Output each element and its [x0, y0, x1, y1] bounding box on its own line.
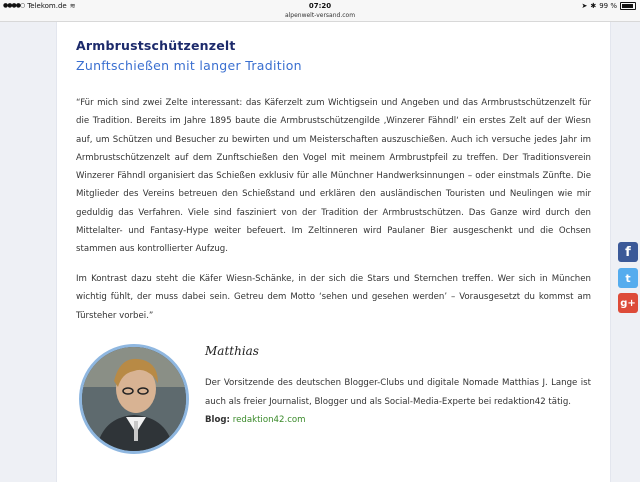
blog-label: Blog:	[205, 415, 230, 425]
author-avatar	[79, 344, 189, 454]
wifi-icon: ≋	[69, 2, 76, 10]
battery-percent: 99 %	[599, 2, 617, 10]
battery-icon	[620, 2, 636, 10]
googleplus-icon: g+	[620, 297, 636, 309]
status-right	[581, 0, 636, 12]
bluetooth-icon: ✱	[590, 2, 597, 10]
twitter-icon: t	[625, 271, 631, 285]
article-container	[56, 22, 611, 482]
twitter-share-button[interactable]	[618, 268, 638, 288]
location-icon: ➤	[581, 2, 588, 10]
status-bar	[0, 0, 640, 12]
facebook-icon: f	[625, 244, 631, 260]
googleplus-share-button[interactable]	[618, 293, 638, 313]
author-name: Matthias	[205, 344, 259, 358]
article-paragraph-1: “Für mich sind zwei Zelte interessant: das Käferzelt zum Wichtigsein und Angeben und das Armbrustschützenzelt für die Tradition. Bereits im Jahre 1895 baute die Armbrustschützengilde ‚Winzerer Fähndl‘ ein erstes Zelt auf der Wiesn auf, um Schützen und Besucher zu bewirten und um Meisterschaften auszuschießen. Auch ich versuche jedes Jahr im Armbrustschützenzelt auf dem Zunftschießen den Vogel mit meinem Armbrustpfeil zu treffen. Der Traditionsverein Winzerer Fähndl organisiert das Schießen exklusiv für alle Münchner Handwerksinnungen – oder einstmals Zünfte. Die Mitglieder des Vereins betreuen den Schießstand und erklären den ausländischen Touristen und Neulingen wie mir geduldig das Verfahren. Viele sind fasziniert von der Tradition der Armbrustschützen. Das Ganze wird durch den Mittelalter- und Fantasy-Hype weiter befeuert. Im Zeltinneren wird Paulaner Bier ausgeschenkt und die Ochsen stammen aus kontrollierter Aufzug.	[76, 98, 591, 255]
author-bio: Der Vorsitzende des deutschen Blogger-Clubs und digitale Nomade Matthias J. Lange ist auch als freier Journalist, Blogger und als Social-Media-Experte bei redaktion42 tätig.	[205, 378, 591, 407]
address-bar[interactable]: alpenwelt-versand.com	[0, 12, 640, 22]
article-title: Armbrustschützenzelt	[76, 38, 236, 53]
article-subtitle: Zunftschießen mit langer Tradition	[76, 58, 302, 73]
facebook-share-button[interactable]	[618, 242, 638, 262]
author-photo-icon	[82, 347, 186, 451]
signal-icon: ●●●●○	[3, 2, 25, 9]
carrier-label: Telekom.de	[27, 2, 67, 10]
clock: 07:20	[308, 2, 332, 10]
author-bio-block	[205, 374, 591, 430]
article-paragraph-2: Im Kontrast dazu steht die Käfer Wiesn-Schänke, in der sich die Stars und Sternchen treffen. Wer sich in München wichtig fühlt, der muss dabei sein. Getreu dem Motto ‘sehen und gesehen werden’ – Vorausgesetzt du kommst am Türsteher vorbei.”	[76, 274, 591, 321]
blog-link[interactable]: redaktion42.com	[232, 415, 306, 425]
